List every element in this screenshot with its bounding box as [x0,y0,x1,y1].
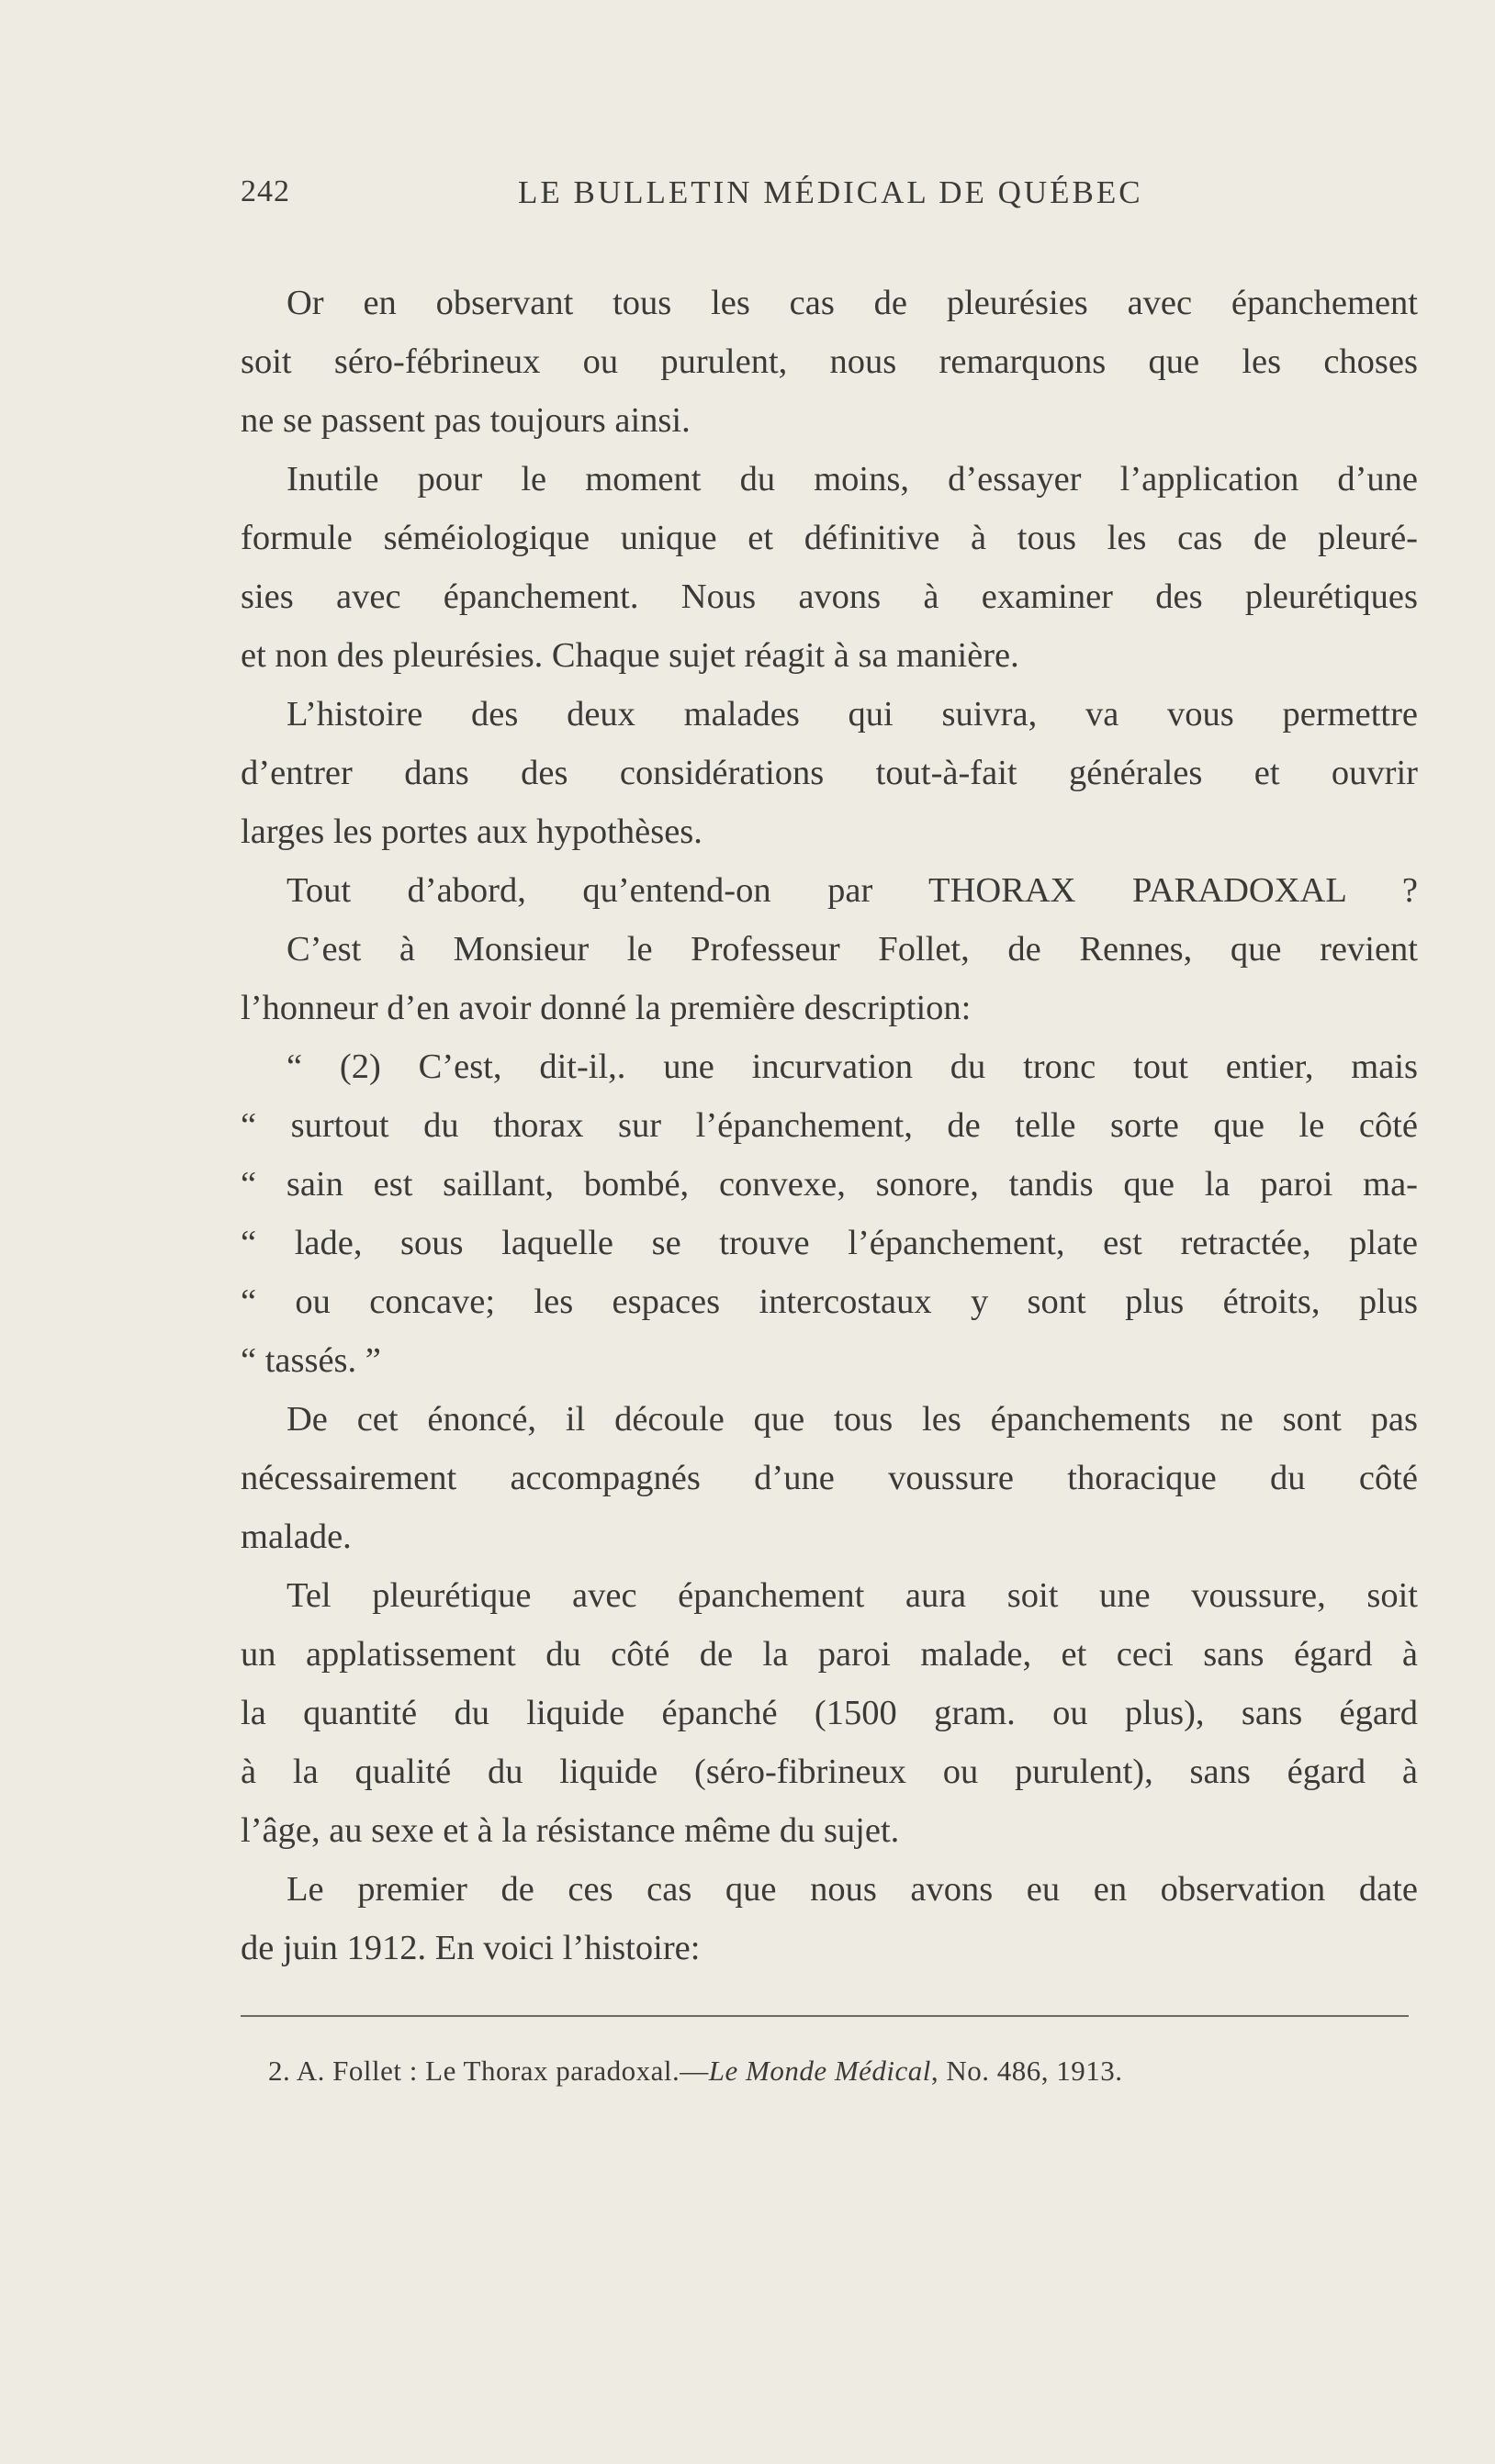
text-line: l’honneur d’en avoir donné la première description: [241,989,972,1027]
quote-line: “ tassés. ” [241,1341,381,1380]
text-line: C’est à Monsieur le Professeur Follet, de Rennes, que revient [287,930,1418,969]
text-line: nécessairement accompagnés d’une voussure thoracique du côté [241,1459,1418,1497]
page-number: 242 [241,174,290,208]
text-line: L’histoire des deux malades qui suivra, va vous permettre [287,695,1418,734]
text-line: soit séro-fébrineux ou purulent, nous remarquons que les choses [241,342,1418,381]
page-header [241,174,1168,220]
text-line: Tel pleurétique avec épanchement aura soit une voussure, soit [287,1576,1418,1615]
quote-line: “ surtout du thorax sur l’épanchement, de telle sorte que le côté [241,1106,1418,1145]
text-line: Inutile pour le moment du moins, d’essayer l’application d’une [287,460,1418,498]
text-line: Tout d’abord, qu’entend-on par THORAX PARADOXAL ? [287,871,1418,910]
footnote-text: 2. A. Follet : Le Thorax paradoxal.— [268,2055,709,2087]
text-line: De cet énoncé, il découle que tous les épanchements ne sont pas [287,1400,1418,1439]
text-line: Or en observant tous les cas de pleurésies avec épanchement [287,284,1418,322]
body-text [241,274,1418,1977]
text-line: sies avec épanchement. Nous avons à examiner des pleurétiques [241,577,1418,616]
text-line: larges les portes aux hypothèses. [241,812,703,851]
quote-line: “ sain est saillant, bombé, convexe, sonore, tandis que la paroi ma- [241,1165,1418,1204]
quote-line: “ lade, sous laquelle se trouve l’épanchement, est retractée, plate [241,1224,1418,1262]
footnote-rest: , No. 486, 1913. [930,2055,1123,2087]
footnote-divider [241,2015,1409,2017]
text-line: et non des pleurésies. Chaque sujet réagit à sa manière. [241,636,1019,675]
text-line: formule séméiologique unique et définitive à tous les cas de pleuré- [241,519,1418,557]
text-line: Le premier de ces cas que nous avons eu en observation date [287,1870,1418,1909]
text-line: d’entrer dans des considérations tout-à-fait générales et ouvrir [241,754,1418,792]
footnote-journal: Le Monde Médical [708,2055,931,2087]
text-line: malade. [241,1518,352,1556]
text-line: l’âge, au sexe et à la résistance même du sujet. [241,1811,900,1850]
text-line: à la qualité du liquide (séro-fibrineux ou purulent), sans égard à [241,1753,1418,1791]
quote-line: “ ou concave; les espaces intercostaux y sont plus étroits, plus [241,1282,1418,1321]
text-line: la quantité du liquide épanché (1500 gram. ou plus), sans égard [241,1694,1418,1732]
running-title: LE BULLETIN MÉDICAL DE QUÉBEC [518,174,1143,210]
text-line: de juin 1912. En voici l’histoire: [241,1929,701,1967]
quote-line: “ (2) C’est, dit-il,. une incurvation du tronc tout entier, mais [287,1047,1418,1086]
footnote [268,2055,1123,2088]
text-line: un applatissement du côté de la paroi malade, et ceci sans égard à [241,1635,1418,1674]
text-line: ne se passent pas toujours ainsi. [241,401,691,440]
